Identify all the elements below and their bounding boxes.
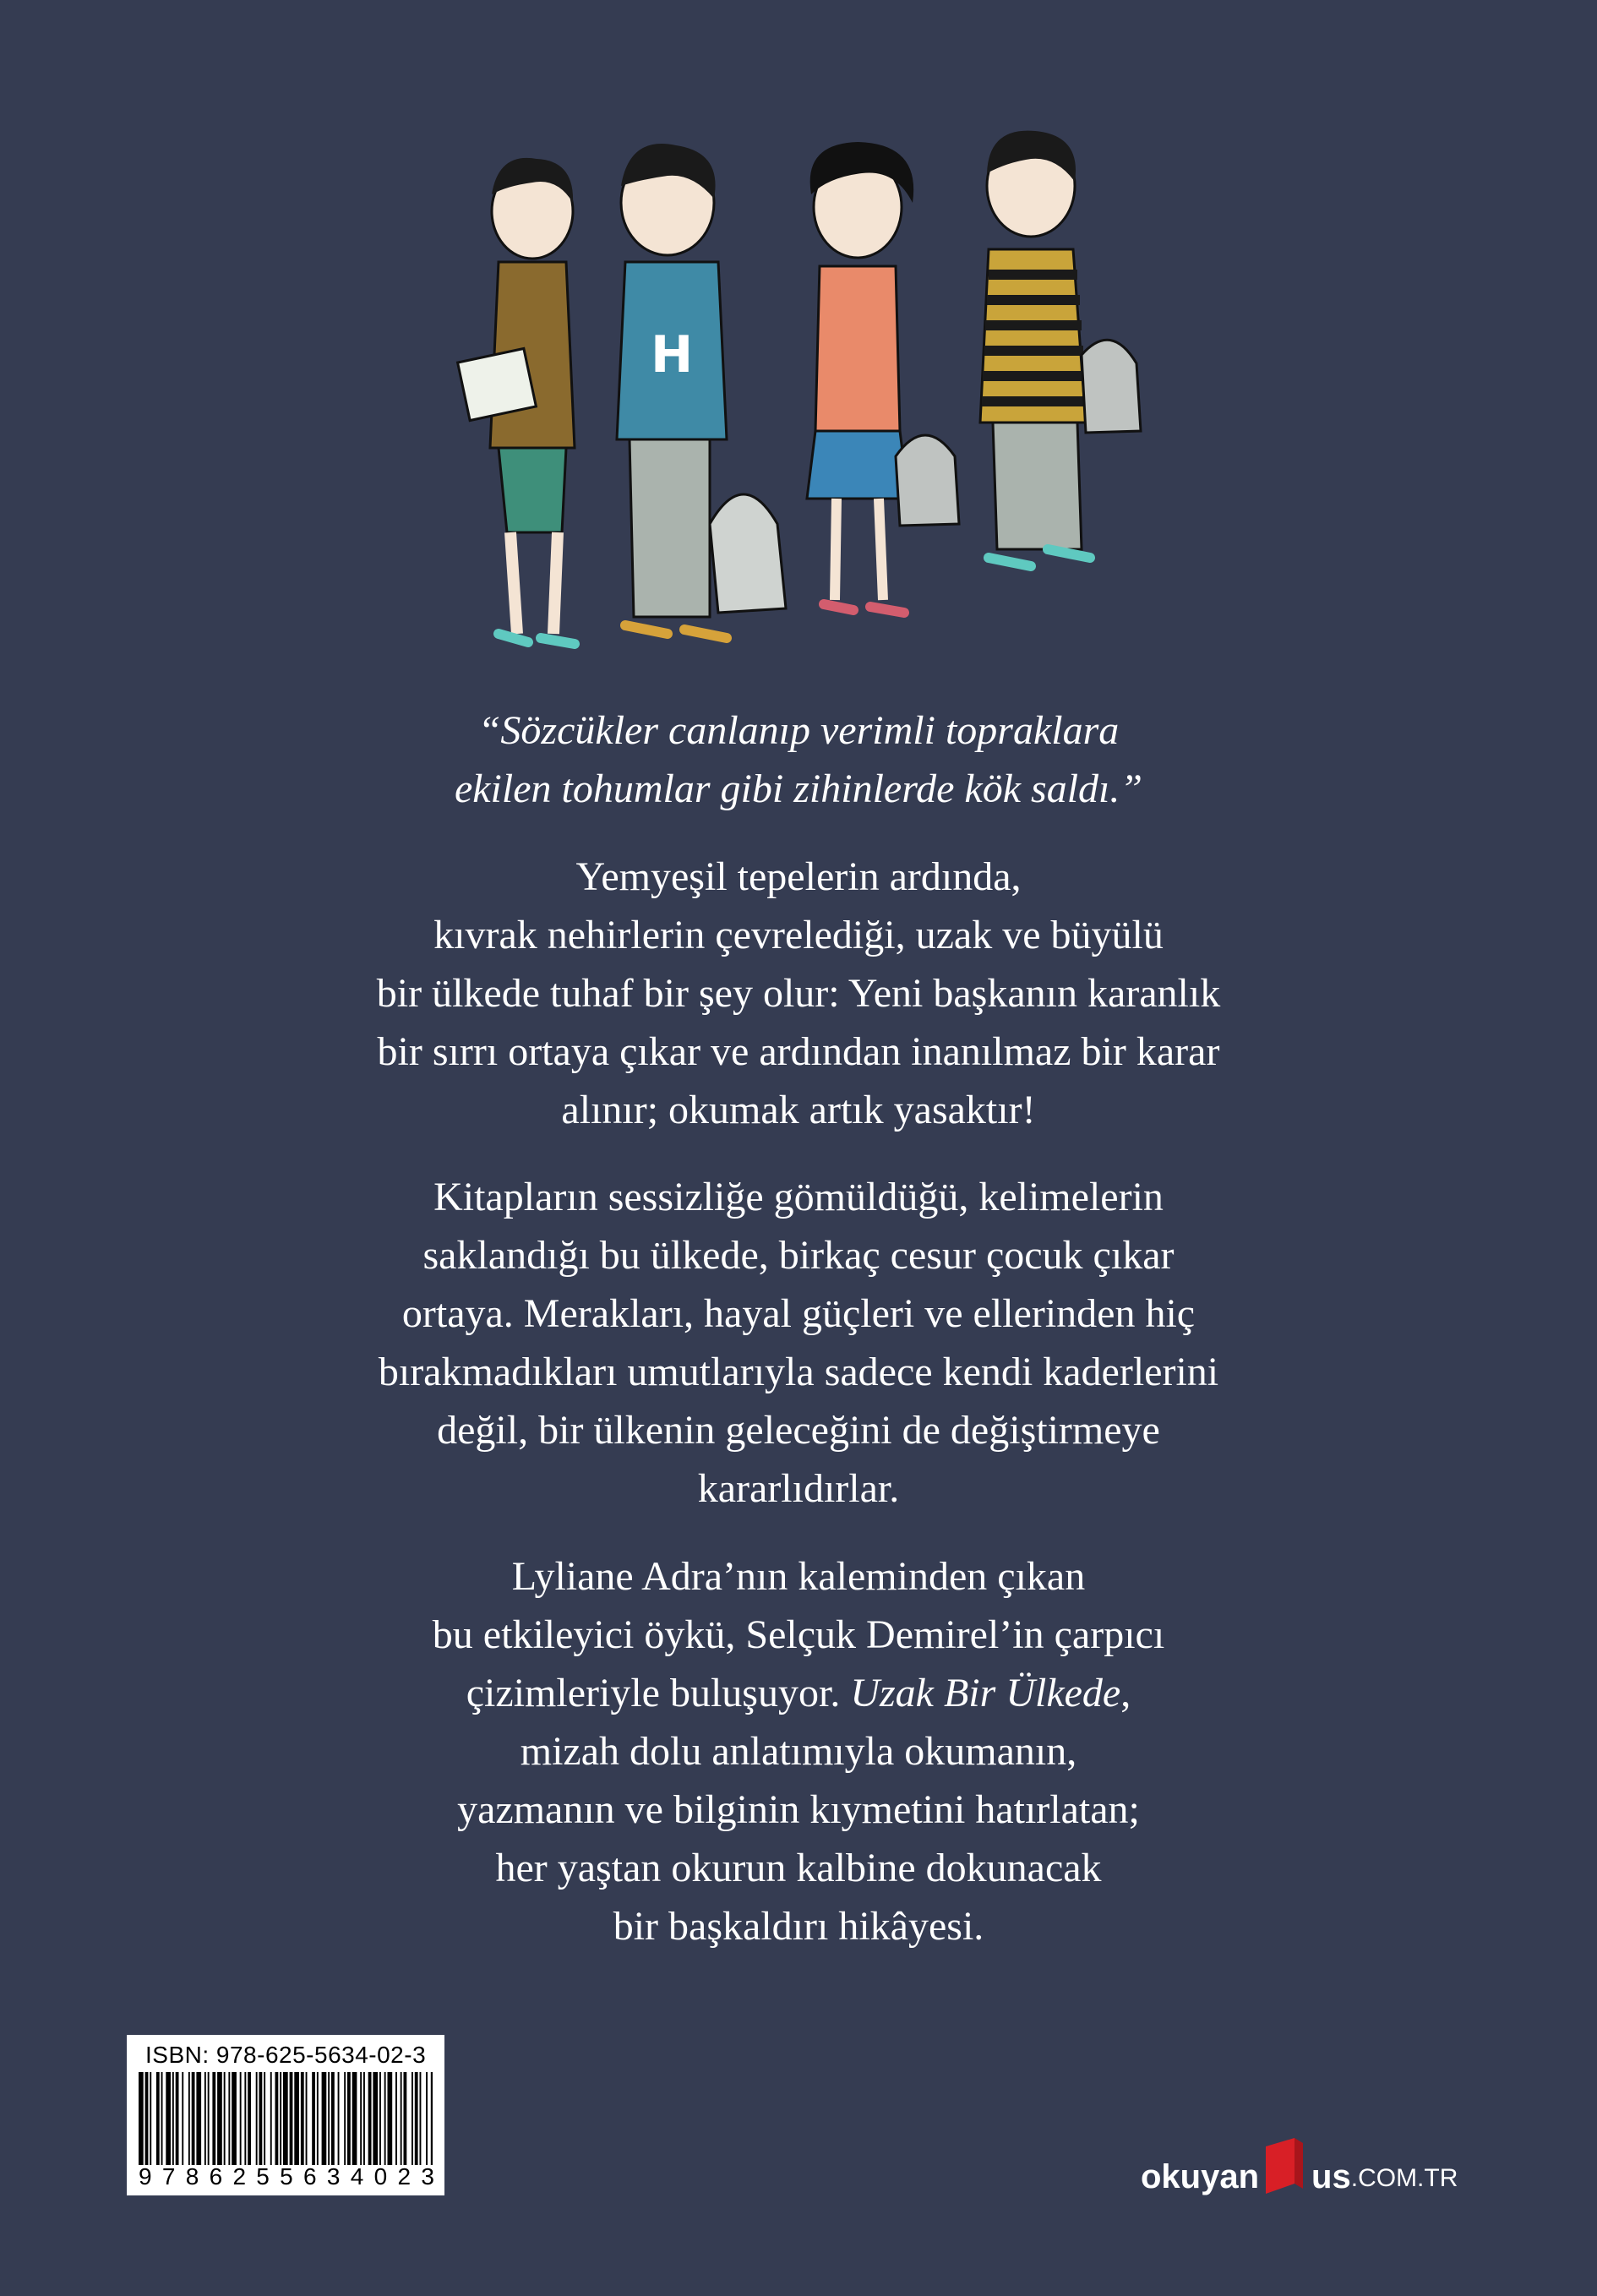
barcode-bars <box>139 2072 433 2165</box>
barcode-bar <box>240 2072 242 2165</box>
barcode-bar <box>331 2072 335 2165</box>
barcode-bar <box>317 2072 319 2165</box>
barcode-bar <box>415 2072 418 2165</box>
barcode-bar <box>182 2072 183 2165</box>
children-illustration <box>439 127 1166 676</box>
svg-text:H: H <box>651 325 694 384</box>
isbn-barcode <box>127 2035 444 2195</box>
barcode-bar <box>426 2072 428 2165</box>
book-mark-icon <box>1261 2135 1308 2197</box>
barcode-bar <box>352 2072 357 2165</box>
barcode-digit: 6 <box>209 2163 223 2190</box>
barcode-bar <box>256 2072 258 2165</box>
barcode-bar <box>420 2072 422 2165</box>
barcode-bar <box>338 2072 340 2165</box>
publisher-domain: .COM.TR <box>1350 2164 1458 2192</box>
barcode-bar <box>248 2072 251 2165</box>
p2-line-2: saklandığı bu ülkede, birkaç cesur çocuk çıkar <box>422 1233 1175 1278</box>
barcode-bar <box>379 2072 381 2165</box>
barcode-bar <box>328 2072 330 2165</box>
barcode-bar <box>139 2072 144 2165</box>
barcode-digit: 0 <box>373 2163 388 2190</box>
barcode-bar <box>204 2072 206 2165</box>
barcode-bar <box>344 2072 346 2165</box>
child-figure-3 <box>807 142 959 613</box>
barcode-digit: 9 <box>139 2163 152 2190</box>
blurb-paragraph-1 <box>292 848 1305 1139</box>
barcode-bar <box>301 2072 304 2165</box>
barcode-bar <box>224 2072 226 2165</box>
barcode-bar <box>217 2072 222 2165</box>
p2-line-5: değil, bir ülkenin geleceğini de değiştirmeye <box>437 1408 1160 1453</box>
barcode-digit: 2 <box>397 2163 412 2190</box>
barcode-bar <box>373 2072 378 2165</box>
isbn-label: ISBN: 978-625-5634-02-3 <box>145 2042 427 2068</box>
barcode-bar <box>161 2072 163 2165</box>
p1-line-3: bir ülkede tuhaf bir şey olur: Yeni başkanın karanlık <box>376 971 1221 1016</box>
barcode-bar <box>208 2072 210 2165</box>
p3-line-5: yazmanın ve bilginin kıymetini hatırlatan; <box>457 1787 1140 1832</box>
p3-line-7: bir başkaldırı hikâyesi. <box>613 1904 984 1949</box>
barcode-bar <box>280 2072 281 2165</box>
barcode-digit: 3 <box>326 2163 341 2190</box>
barcode-bar <box>312 2072 315 2165</box>
p1-line-5: alınır; okumak artık yasaktır! <box>561 1088 1036 1132</box>
barcode-bar <box>360 2072 362 2165</box>
publisher-name-part-1: okuyan <box>1141 2158 1260 2195</box>
barcode-bar <box>322 2072 327 2165</box>
barcode-bar <box>264 2072 265 2165</box>
p2-line-6: kararlıdırlar. <box>697 1466 900 1511</box>
barcode-digit: 7 <box>161 2163 176 2190</box>
publisher-logo[interactable] <box>1141 2135 1458 2197</box>
barcode-digit: 5 <box>256 2163 270 2190</box>
barcode-bar <box>401 2072 402 2165</box>
barcode-bar <box>188 2072 190 2165</box>
barcode-bar <box>275 2072 279 2165</box>
p1-line-2: kıvrak nehirlerin çevrelediği, uzak ve büyülü <box>433 913 1164 957</box>
p3-line-3-text: çizimleriyle buluşuyor. <box>466 1671 851 1715</box>
p3-line-3 <box>292 1664 1305 1722</box>
barcode-bar <box>283 2072 288 2165</box>
quote-line-1: “Sözcükler canlanıp verimli topraklara <box>477 708 1120 753</box>
p1-line-1: Yemyeşil tepelerin ardında, <box>575 854 1022 899</box>
barcode-bar <box>244 2072 246 2165</box>
barcode-bar <box>412 2072 413 2165</box>
barcode-bar <box>431 2072 433 2165</box>
barcode-bar <box>404 2072 407 2165</box>
p3-line-4: mizah dolu anlatımıyla okumanın, <box>520 1729 1077 1774</box>
barcode-digit: 3 <box>421 2163 434 2190</box>
barcode-bar <box>172 2072 174 2165</box>
barcode-bar <box>156 2072 160 2165</box>
barcode-digit: 4 <box>350 2163 364 2190</box>
p3-line-1: Lyliane Adra’nın kaleminden çıkan <box>511 1554 1086 1599</box>
pull-quote <box>292 701 1305 818</box>
p2-line-4: bırakmadıkları umutlarıyla sadece kendi kaderlerini <box>378 1350 1219 1394</box>
barcode-digits <box>139 2163 434 2190</box>
p2-line-1: Kitapların sessizliğe gömüldüğü, kelimelerin <box>433 1175 1164 1219</box>
p2-line-3: ortaya. Merakları, hayal güçleri ve ellerinden hiç <box>401 1291 1196 1336</box>
child-figure-2 <box>617 144 786 638</box>
barcode-bar <box>150 2072 151 2165</box>
barcode-digit: 5 <box>280 2163 293 2190</box>
barcode-bar <box>212 2072 215 2165</box>
p3-line-3-comma: , <box>1120 1671 1131 1715</box>
barcode-bar <box>259 2072 263 2165</box>
barcode-bar <box>306 2072 308 2165</box>
barcode-bar <box>166 2072 171 2165</box>
barcode-bar <box>270 2072 272 2165</box>
barcode-bar <box>294 2072 299 2165</box>
barcode-bar <box>232 2072 237 2165</box>
barcode-bar <box>368 2072 372 2165</box>
barcode-bar <box>395 2072 397 2165</box>
child-figure-4 <box>980 131 1141 566</box>
publisher-name-part-2: us <box>1311 2158 1351 2195</box>
barcode-bar <box>196 2072 201 2165</box>
p1-line-4: bir sırrı ortaya çıkar ve ardından inanılmaz bir karar <box>377 1029 1220 1074</box>
p3-line-6: her yaştan okurun kalbine dokunacak <box>495 1846 1102 1890</box>
barcode-bar <box>192 2072 195 2165</box>
p3-line-2: bu etkileyici öykü, Selçuk Demirel’in çarpıcı <box>432 1612 1165 1657</box>
barcode-bar <box>384 2072 386 2165</box>
blurb-paragraph-3 <box>292 1547 1305 1955</box>
child-figure-1 <box>458 158 575 644</box>
barcode-bar <box>388 2072 393 2165</box>
quote-line-2: ekilen tohumlar gibi zihinlerde kök saldı.” <box>454 766 1143 811</box>
book-title: Uzak Bir Ülkede <box>850 1671 1121 1715</box>
barcode-digit: 8 <box>185 2163 199 2190</box>
blurb-paragraph-2 <box>292 1168 1305 1518</box>
barcode-digit: 6 <box>303 2163 317 2190</box>
barcode-bar <box>290 2072 293 2165</box>
barcode-bar <box>176 2072 179 2165</box>
barcode-bar <box>145 2072 149 2165</box>
barcode-bar <box>228 2072 230 2165</box>
barcode-bar <box>347 2072 351 2165</box>
barcode-digit: 2 <box>232 2163 247 2190</box>
barcode-bar <box>363 2072 365 2165</box>
